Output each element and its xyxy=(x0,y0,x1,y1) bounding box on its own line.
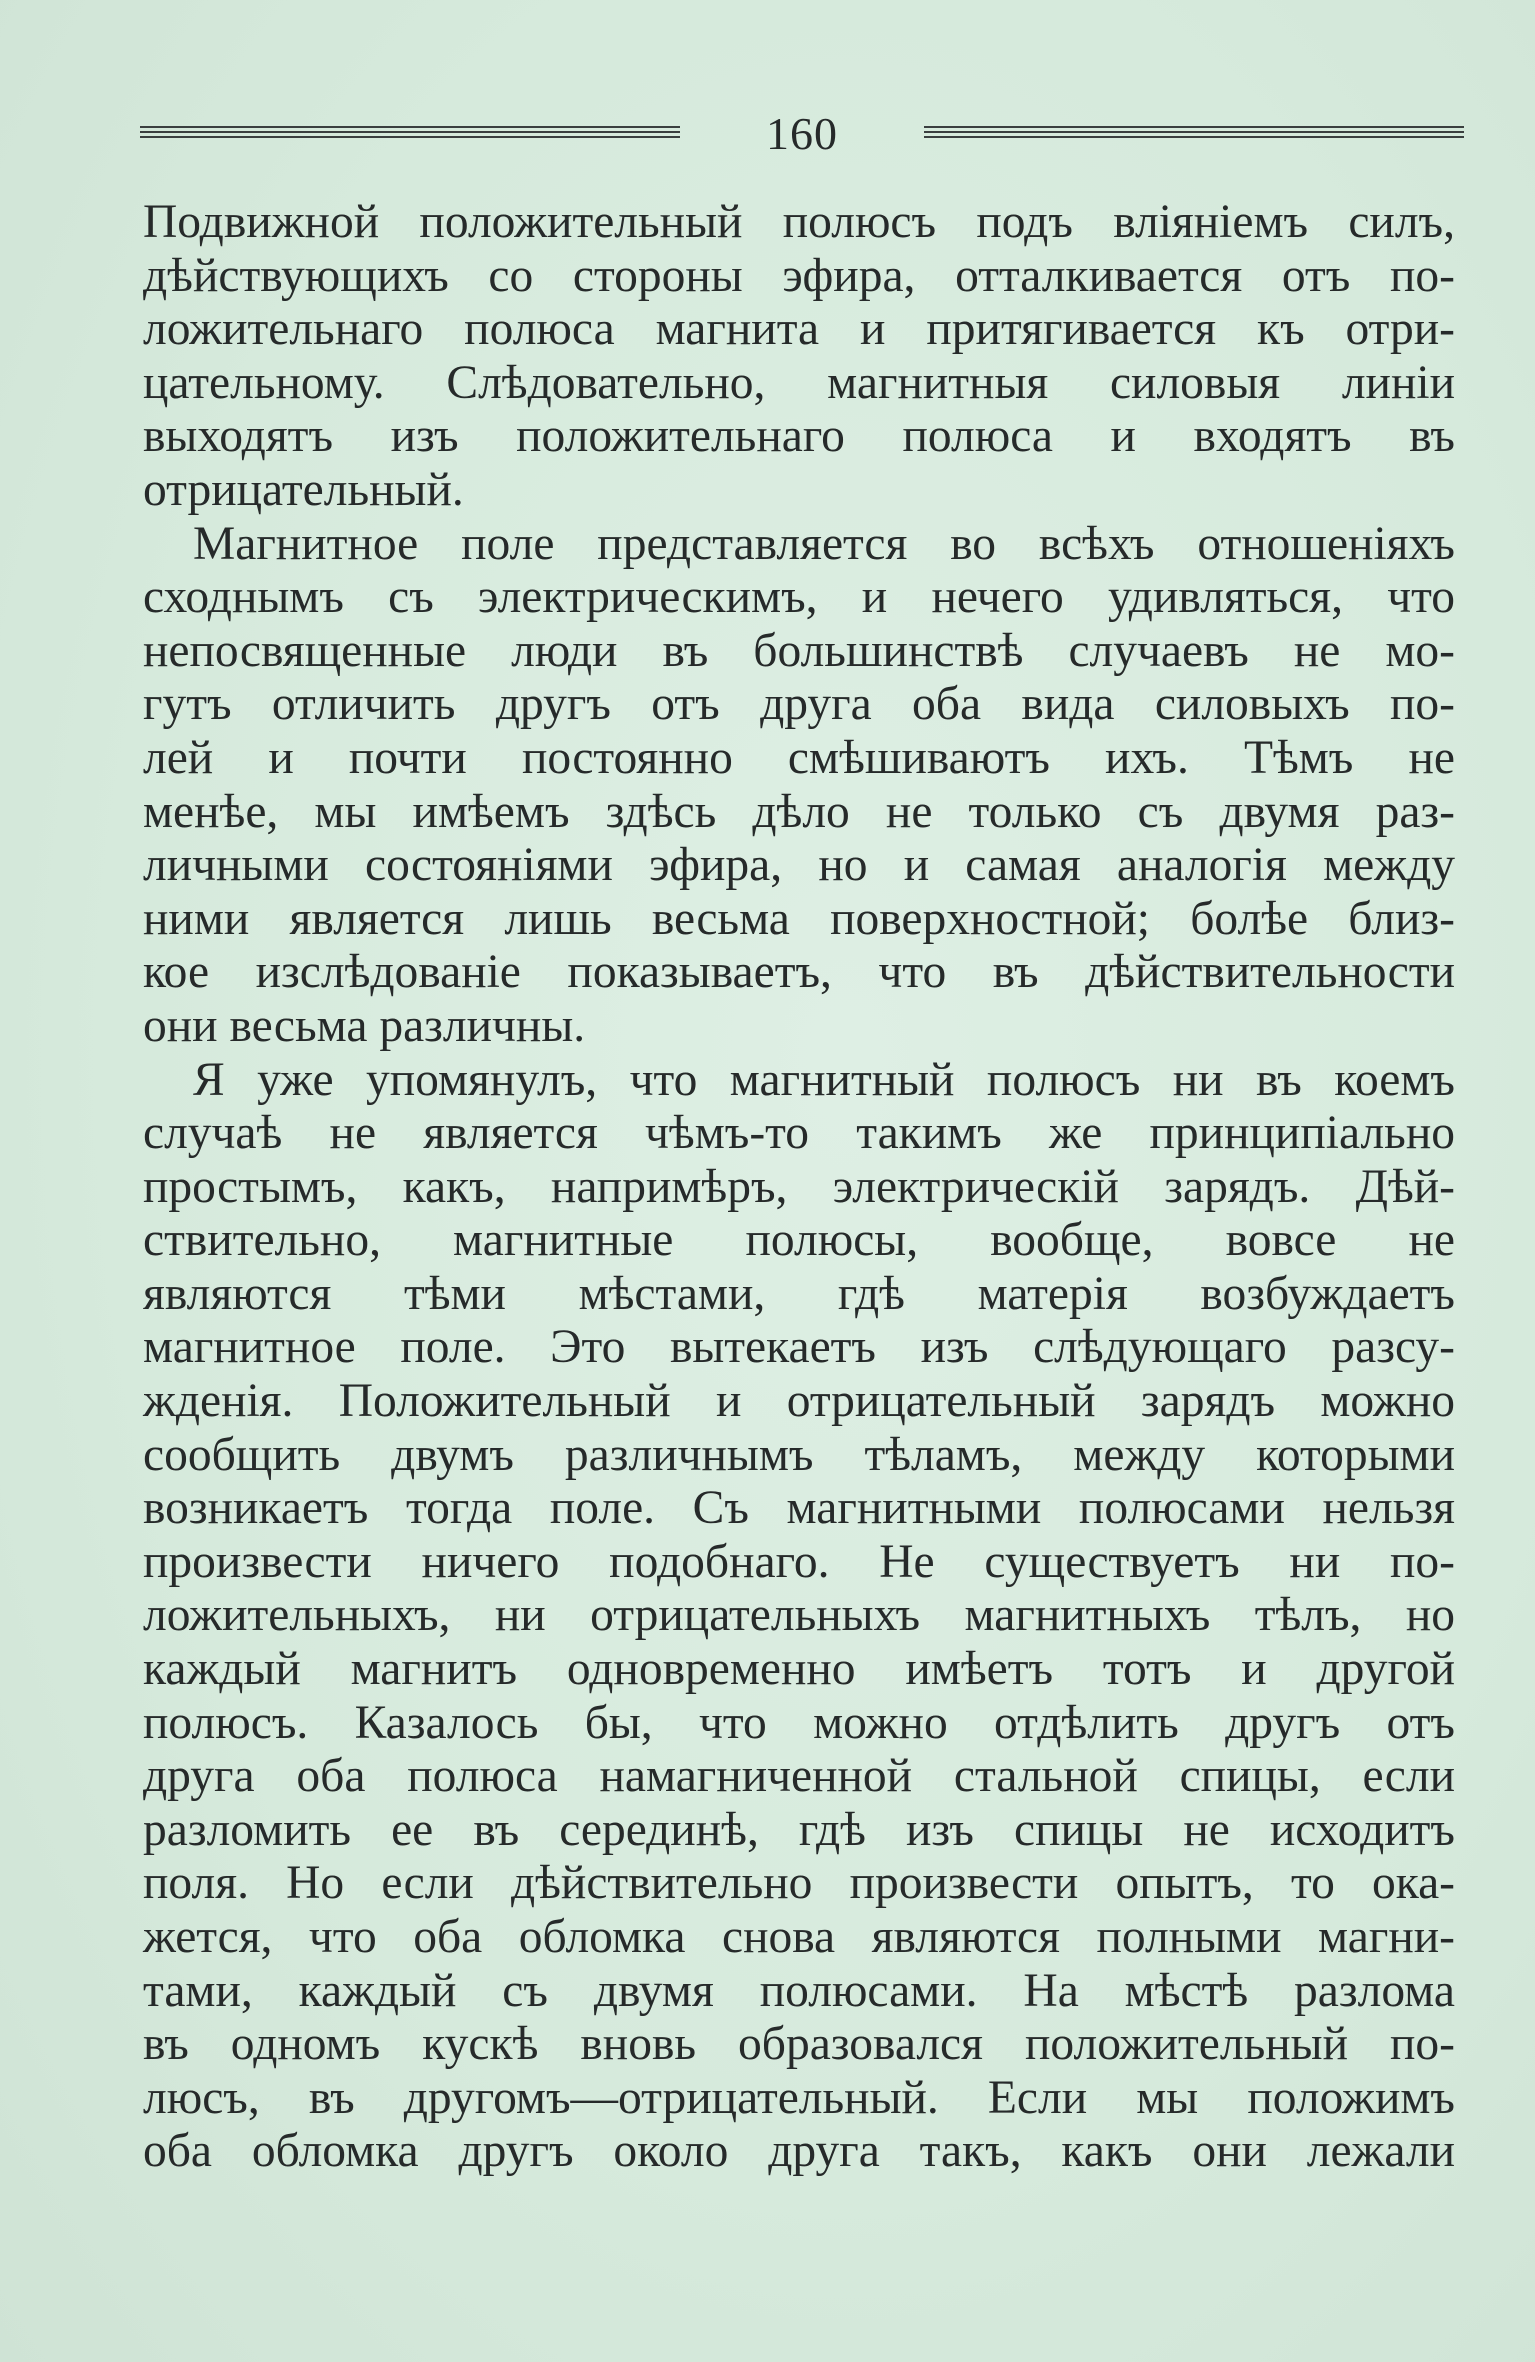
text-line: дѣйствующихъ со стороны эфира, отталкивается отъ по- xyxy=(143,249,1455,302)
text-line: они весьма различны. xyxy=(143,999,586,1052)
text-line: личными состояніями эфира, но и самая аналогія между xyxy=(143,839,1455,892)
text-line: цательному. Слѣдовательно, магнитныя силовыя линіи xyxy=(143,356,1455,409)
text-line: простымъ, какъ, напримѣръ, электрическій зарядъ. Дѣй- xyxy=(143,1160,1455,1213)
page-number: 160 xyxy=(766,108,838,159)
text-line: Подвижной положительный полюсъ подъ вліяніемъ силъ, xyxy=(143,196,1455,248)
text-line: каждый магнитъ одновременно имѣетъ тотъ и другой xyxy=(143,1643,1455,1696)
text-line: ними является лишь весьма поверхностной; болѣе близ- xyxy=(143,892,1455,945)
text-line: полюсъ. Казалось бы, что можно отдѣлить другъ отъ xyxy=(143,1696,1455,1749)
text-line: ложительныхъ, ни отрицательныхъ магнитныхъ тѣлъ, но xyxy=(143,1589,1455,1642)
text-line: Я уже упомянулъ, что магнитный полюсъ ни въ коемъ xyxy=(193,1053,1455,1106)
text-line: сообщить двумъ различнымъ тѣламъ, между которыми xyxy=(143,1428,1455,1481)
text-line: магнитное поле. Это вытекаетъ изъ слѣдующаго разсу- xyxy=(143,1321,1455,1374)
text-line: отрицательный. xyxy=(143,463,464,516)
header-rule-right xyxy=(924,126,1464,140)
text-line: ствительно, магнитные полюсы, вообще, вовсе не xyxy=(143,1214,1455,1267)
text-line: разломить ее въ серединѣ, гдѣ изъ спицы не исходитъ xyxy=(143,1803,1455,1856)
text-line: жденія. Положительный и отрицательный зарядъ можно xyxy=(143,1375,1455,1428)
text-line: Магнитное поле представляется во всѣхъ отношеніяхъ xyxy=(193,517,1455,570)
text-line: люсъ, въ другомъ—отрицательный. Если мы положимъ xyxy=(143,2071,1455,2124)
text-line: являются тѣми мѣстами, гдѣ матерія возбуждаетъ xyxy=(143,1267,1455,1320)
text-line: друга оба полюса намагниченной стальной спицы, если xyxy=(143,1750,1455,1803)
text-line: ложительнаго полюса магнита и притягивается къ отри- xyxy=(143,303,1455,356)
text-line: лей и почти постоянно смѣшиваютъ ихъ. Тѣмъ не xyxy=(143,731,1455,784)
text-line: случаѣ не является чѣмъ-то такимъ же принципіально xyxy=(143,1107,1455,1160)
body-text xyxy=(143,196,1455,2179)
text-line: непосвященные люди въ большинствѣ случаевъ не мо- xyxy=(143,624,1455,677)
text-line: кое изслѣдованіе показываетъ, что въ дѣйствительности xyxy=(143,946,1455,999)
text-line: гутъ отличить другъ отъ друга оба вида силовыхъ по- xyxy=(143,678,1455,731)
text-line: поля. Но если дѣйствительно произвести опытъ, то ока- xyxy=(143,1857,1455,1910)
text-line: жется, что оба обломка снова являются полными магни- xyxy=(143,1911,1455,1963)
text-line: сходнымъ съ электрическимъ, и нечего удивляться, что xyxy=(143,571,1455,624)
text-line: возникаетъ тогда поле. Съ магнитными полюсами нельзя xyxy=(143,1482,1455,1535)
text-line: оба обломка другъ около друга такъ, какъ они лежали xyxy=(143,2125,1455,2178)
text-line: въ одномъ кускѣ вновь образовался положительный по- xyxy=(143,2018,1455,2071)
text-line: произвести ничего подобнаго. Не существуетъ ни по- xyxy=(143,1535,1455,1588)
text-line: тами, каждый съ двумя полюсами. На мѣстѣ разлома xyxy=(143,1964,1455,2017)
text-line: выходятъ изъ положительнаго полюса и входятъ въ xyxy=(143,410,1455,463)
page-header xyxy=(140,104,1464,164)
text-line: менѣе, мы имѣемъ здѣсь дѣло не только съ двумя раз- xyxy=(143,785,1455,838)
